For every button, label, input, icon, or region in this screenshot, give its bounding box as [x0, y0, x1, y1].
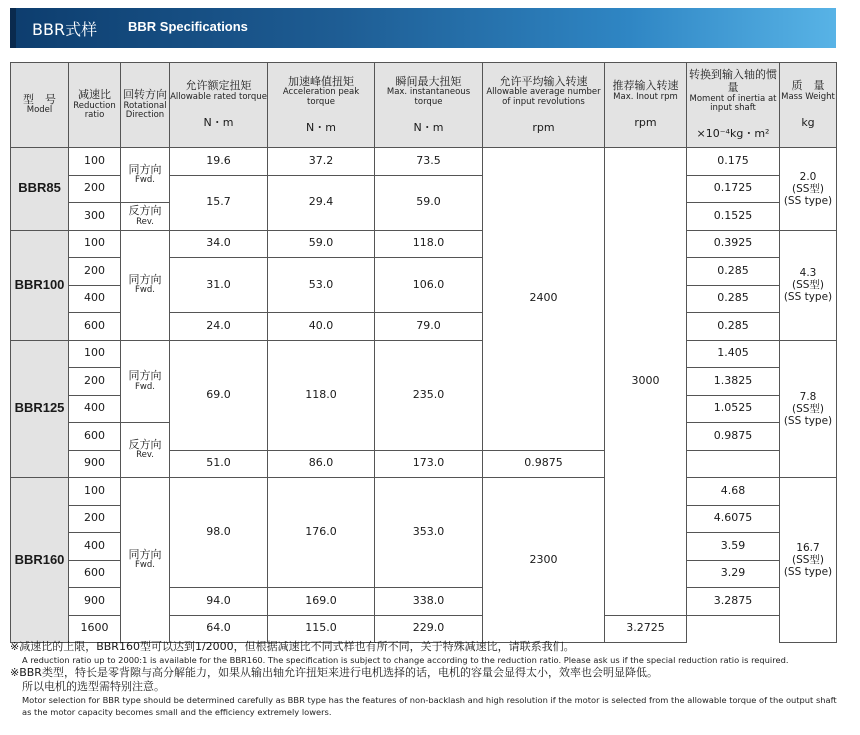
inertia-cell: 0.9875 [687, 423, 780, 451]
footnotes [10, 640, 840, 718]
banner-title-en: BBR Specifications [128, 19, 248, 34]
rec-speed-cell: 3000 [605, 148, 687, 616]
avg-speed-cell: 2300 [483, 478, 605, 643]
accel-torque-cell: 176.0 [268, 478, 375, 588]
rated-torque-cell: 15.7 [170, 175, 268, 230]
ratio-cell: 900 [69, 450, 121, 478]
header-ratio: 减速比 Reduction ratio [69, 63, 121, 148]
inst-torque-cell: 106.0 [375, 258, 483, 313]
model-cell: BBR160 [11, 478, 69, 643]
ratio-cell: 300 [69, 203, 121, 231]
note-2-en: Motor selection for BBR type should be determined carefully as BBR type has the features of non-backlash and high resolution if the motor is selected from the allowable torque of the output shaft as the motor capacity becomes small and the efficiency extremely lowers. [22, 695, 837, 717]
rated-torque-cell: 69.0 [170, 340, 268, 450]
inertia-cell: 1.3825 [687, 368, 780, 396]
inertia-cell: 0.1725 [687, 175, 780, 203]
inertia-cell: 0.285 [687, 285, 780, 313]
header-rated-torque: 允许额定扭矩 Allowable rated torque N・m [170, 63, 268, 148]
ratio-cell: 400 [69, 285, 121, 313]
inertia-cell: 0.1525 [687, 203, 780, 231]
direction-cell: 同方向 Fwd. [121, 478, 170, 643]
accel-torque-cell: 37.2 [268, 148, 375, 176]
direction-cell: 同方向 Fwd. [121, 230, 170, 340]
note-1-en: A reduction ratio up to 2000:1 is available for the BBR160. The specification is subject to change according to the reduction ratio. Please ask us if the special reduction ratio is required. [22, 655, 789, 665]
header-inst-torque: 瞬间最大扭矩 Max. instantaneous torque N・m [375, 63, 483, 148]
mass-cell: 2.0 (SS型) (SS type) [780, 148, 837, 231]
ratio-cell: 400 [69, 395, 121, 423]
inertia-cell: 0.285 [687, 313, 780, 341]
header-direction: 回转方向 Rotational Direction [121, 63, 170, 148]
header-accel-torque: 加速峰值扭矩 Acceleration peak torque N・m [268, 63, 375, 148]
ratio-cell: 1600 [69, 615, 121, 643]
note-2-cn-cont: 所以电机的选型需特别注意。 [22, 680, 165, 693]
rated-torque-cell: 64.0 [170, 615, 268, 643]
inertia-cell: 4.68 [687, 478, 780, 506]
rated-torque-cell: 98.0 [170, 478, 268, 588]
ratio-cell: 200 [69, 175, 121, 203]
ratio-cell: 100 [69, 478, 121, 506]
inertia-cell: 1.405 [687, 340, 780, 368]
inst-torque-cell: 79.0 [375, 313, 483, 341]
inertia-cell: 0.285 [687, 258, 780, 286]
inertia-cell: 3.29 [687, 560, 780, 588]
ratio-cell: 100 [69, 148, 121, 176]
ratio-cell: 600 [69, 313, 121, 341]
mass-cell: 16.7 (SS型) (SS type) [780, 478, 837, 643]
avg-speed-cell: 2400 [483, 148, 605, 451]
ratio-cell: 600 [69, 423, 121, 451]
ratio-cell: 200 [69, 258, 121, 286]
accel-torque-cell: 169.0 [268, 588, 375, 616]
rated-torque-cell: 24.0 [170, 313, 268, 341]
direction-cell: 同方向 Fwd. [121, 148, 170, 203]
spec-table [10, 62, 837, 643]
accel-torque-cell: 29.4 [268, 175, 375, 230]
section-banner [10, 8, 836, 48]
rated-torque-cell: 31.0 [170, 258, 268, 313]
table-row [11, 478, 837, 506]
ratio-cell: 600 [69, 560, 121, 588]
inst-torque-cell: 118.0 [375, 230, 483, 258]
ratio-cell: 400 [69, 533, 121, 561]
table-row [11, 340, 837, 368]
inst-torque-cell: 353.0 [375, 478, 483, 588]
model-cell: BBR85 [11, 148, 69, 231]
accel-torque-cell: 115.0 [268, 615, 375, 643]
inertia-cell: 0.175 [687, 148, 780, 176]
inertia-cell: 3.59 [687, 533, 780, 561]
inertia-cell: 0.3925 [687, 230, 780, 258]
accel-torque-cell: 59.0 [268, 230, 375, 258]
model-cell: BBR125 [11, 340, 69, 478]
direction-cell: 反方向 Rev. [121, 203, 170, 231]
mass-cell: 7.8 (SS型) (SS type) [780, 340, 837, 478]
ratio-cell: 100 [69, 340, 121, 368]
banner-title-cn: BBR式样 [32, 20, 98, 39]
header-mass: 质 量 Mass Weight kg [780, 63, 837, 148]
rated-torque-cell: 94.0 [170, 588, 268, 616]
ratio-cell: 200 [69, 505, 121, 533]
rated-torque-cell: 19.6 [170, 148, 268, 176]
note-2-cn: ※BBR类型，特长是零背隙与高分解能力，如果从输出轴允许扭矩来进行电机选择的话，电机的容量会显得太小，效率也会明显降低。 [10, 666, 658, 679]
header-inertia: 转换到输入轴的惯量 Moment of inertia at input shaft ×10⁻⁴kg・m² [687, 63, 780, 148]
rated-torque-cell: 51.0 [170, 450, 268, 478]
inertia-cell: 4.6075 [687, 505, 780, 533]
table-row [11, 230, 837, 258]
inst-torque-cell: 338.0 [375, 588, 483, 616]
ratio-cell: 200 [69, 368, 121, 396]
ratio-cell: 100 [69, 230, 121, 258]
ratio-cell: 900 [69, 588, 121, 616]
accel-torque-cell: 40.0 [268, 313, 375, 341]
inertia-cell: 0.9875 [483, 450, 605, 478]
model-cell: BBR100 [11, 230, 69, 340]
header-rec-speed: 推荐输入转速 Max. Inout rpm rpm [605, 63, 687, 148]
accel-torque-cell: 53.0 [268, 258, 375, 313]
header-row [11, 63, 837, 148]
mass-cell: 4.3 (SS型) (SS type) [780, 230, 837, 340]
rated-torque-cell: 34.0 [170, 230, 268, 258]
table-row [11, 148, 837, 176]
inertia-cell: 3.2725 [605, 615, 687, 643]
direction-cell: 反方向 Rev. [121, 423, 170, 478]
accel-torque-cell: 86.0 [268, 450, 375, 478]
inertia-cell: 1.0525 [687, 395, 780, 423]
header-avg-speed: 允许平均输入转速 Allowable average number of input revolutions rpm [483, 63, 605, 148]
accel-torque-cell: 118.0 [268, 340, 375, 450]
banner-accent [10, 8, 16, 48]
inst-torque-cell: 73.5 [375, 148, 483, 176]
inertia-cell: 3.2875 [687, 588, 780, 616]
inst-torque-cell: 173.0 [375, 450, 483, 478]
note-1-cn: ※减速比的上限，BBR160型可以达到1/2000，但根据减速比不同式样也有所不同，关于特殊减速比，请联系我们。 [10, 640, 575, 653]
direction-cell: 同方向 Fwd. [121, 340, 170, 423]
inst-torque-cell: 59.0 [375, 175, 483, 230]
inst-torque-cell: 235.0 [375, 340, 483, 450]
header-model: 型 号 Model [11, 63, 69, 148]
inst-torque-cell: 229.0 [375, 615, 483, 643]
